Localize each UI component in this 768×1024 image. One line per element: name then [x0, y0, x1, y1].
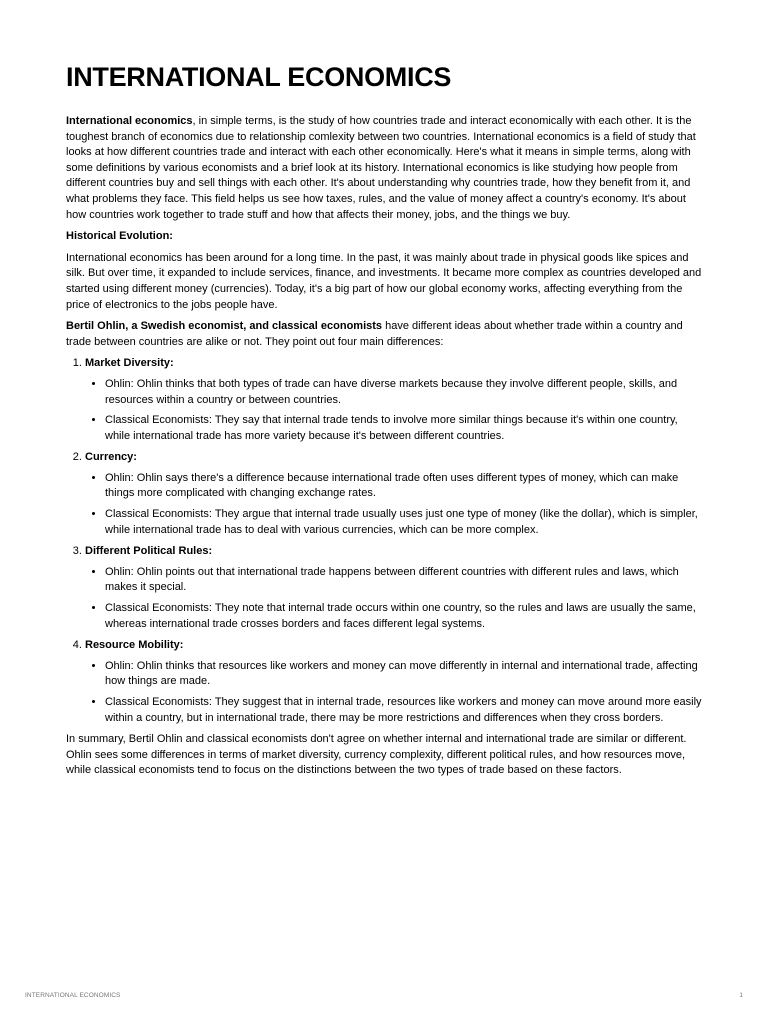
- difference-title: Market Diversity:: [85, 357, 174, 370]
- footer-page-number: 1: [739, 992, 743, 999]
- difference-item-market-diversity: [85, 356, 704, 444]
- history-paragraph: International economics has been around for a long time. In the past, it was mainly about trade in physical goods like spices and silk. But over time, it expanded to include services, finance, and investments. It became more complex as countries developed and started using different money (currencies). Today, it's a big part of how our global economy works, affecting everything from the price of electronics to the jobs people have.: [66, 251, 702, 311]
- intro-bold-term: International economics: [66, 115, 193, 127]
- document-page: [66, 58, 704, 785]
- intro-text: , in simple terms, is the study of how countries trade and interact economically with each other. It is the toughest branch of economics due to relationship comlexity between two countries. International economics is a field of study that looks at how different countries trade and interact with each other economically. Here's what it means in simple terms, along with some definitions by various economists and a brief look at its history. International economics is like studying how people from different countries buy and sell things with each other. It's about understanding why countries trade, how they benefit from it, and what problems they face. This field helps us see how taxes, rules, and the value of money affect a country's economy. It's about how countries work together to trade stuff and how that affects their money, jobs, and the things we buy.: [66, 115, 696, 221]
- list-item: • Classical Economists: They say that internal trade tends to involve more similar things because it's within one country, while international trade has more variety because it's between different countries.: [105, 413, 704, 444]
- footer-document-title: INTERNATIONAL ECONOMICS: [25, 992, 121, 999]
- list-item: • Ohlin: Ohlin says there's a difference because international trade often uses different types of money, which can make things more complicated with changing exchange rates.: [105, 471, 704, 502]
- intro-paragraph: [66, 114, 704, 223]
- difference-item-resource-mobility: [85, 638, 704, 726]
- ohlin-intro-text: have different ideas about whether trade within a country and trade between countries are alike or not. They point out four main differences:: [66, 320, 683, 348]
- summary-paragraph: In summary, Bertil Ohlin and classical economists don't agree on whether internal and international trade are similar or different. Ohlin sees some differences in terms of market diversity, currency complexity, different political rules, and how resources move, while classical economists tend to focus on the distinctions between the two types of trade based on these factors.: [66, 733, 687, 777]
- page-title: INTERNATIONAL ECONOMICS: [66, 62, 452, 92]
- list-item: • Classical Economists: They suggest that in internal trade, resources like workers and money can move around more easily within a country, but in international trade, there may be more restrictions and differences when they cross borders.: [105, 695, 704, 726]
- difference-title: Resource Mobility:: [85, 639, 184, 652]
- list-item: • Ohlin: Ohlin points out that international trade happens between different countries with different rules and laws, which makes it special.: [105, 565, 704, 596]
- difference-points: [85, 659, 704, 726]
- difference-item-currency: [85, 450, 704, 538]
- difference-title: Currency:: [85, 451, 137, 464]
- list-item: • Ohlin: Ohlin thinks that both types of trade can have diverse markets because they involve different people, skills, and resources within a country or between countries.: [105, 377, 704, 408]
- difference-title: Different Political Rules:: [85, 545, 213, 558]
- difference-item-political-rules: [85, 544, 704, 632]
- list-item: • Classical Economists: They note that internal trade occurs within one country, so the rules and laws are usually the same, whereas international trade crosses borders and faces different legal systems.: [105, 601, 704, 632]
- list-item: • Ohlin: Ohlin thinks that resources like workers and money can move differently in internal and international trade, affecting how things are made.: [105, 659, 704, 690]
- list-item: • Classical Economists: They argue that internal trade usually uses just one type of money (like the dollar), which is simpler, while international trade has to deal with various currencies, which can be more complex.: [105, 507, 704, 538]
- difference-points: [85, 471, 704, 538]
- ohlin-intro-paragraph: [66, 319, 704, 350]
- difference-points: [85, 565, 704, 632]
- history-heading: Historical Evolution:: [66, 230, 173, 243]
- differences-list: [66, 356, 704, 726]
- ohlin-intro-bold: Bertil Ohlin, a Swedish economist, and classical economists: [66, 320, 383, 333]
- difference-points: [85, 377, 704, 444]
